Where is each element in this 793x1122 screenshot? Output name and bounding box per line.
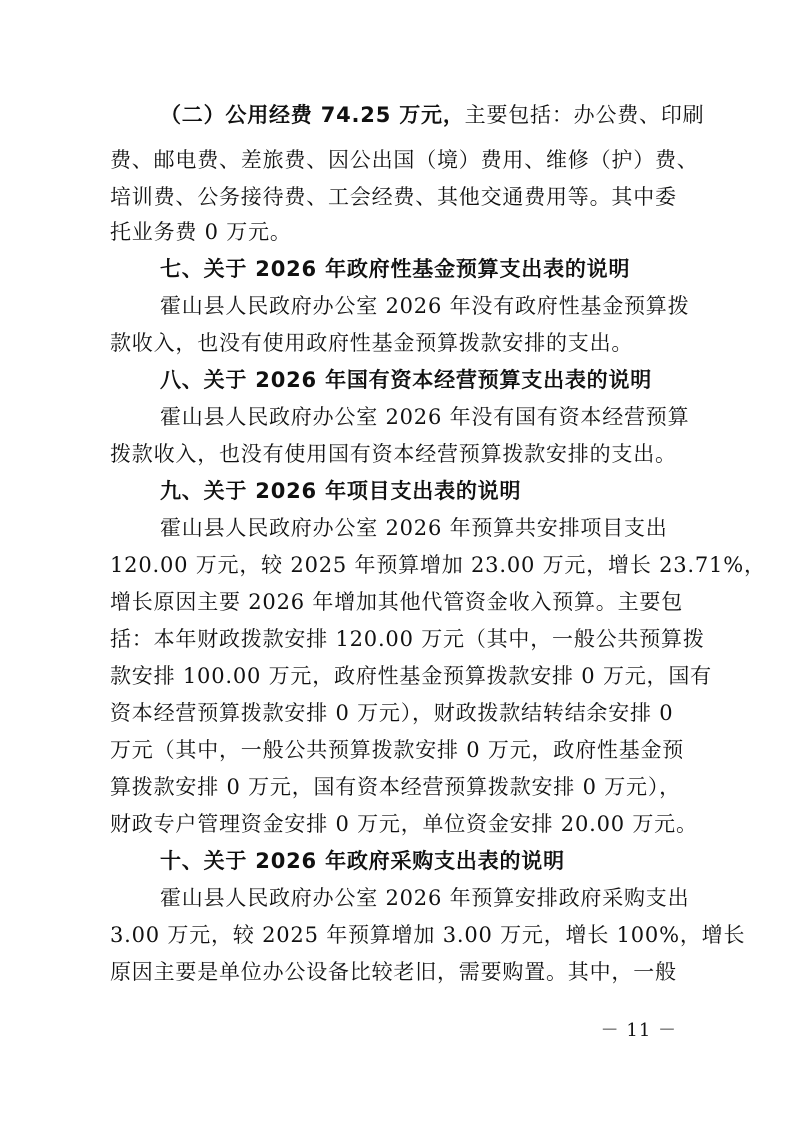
- paragraph-line: [0, 100, 793, 130]
- paragraph-line: 财政专户管理资金安排 0 万元，单位资金安排 20.00 万元。: [110, 812, 698, 836]
- paragraph-line: 3.00 万元，较 2025 年预算增加 3.00 万元，增长 100%，增长: [110, 923, 746, 947]
- paragraph-line: 拨款收入，也没有使用国有资本经营预算拨款安排的支出。: [110, 442, 677, 466]
- paragraph-text: 主要包括：办公费、印刷: [464, 103, 705, 127]
- paragraph-line: 括：本年财政拨款安排 120.00 万元（其中，一般公共预算拨: [110, 627, 705, 651]
- paragraph-line: 增长原因主要 2026 年增加其他代管资金收入预算。主要包: [110, 590, 683, 614]
- paragraph-line: 霍山县人民政府办公室 2026 年预算安排政府采购支出: [160, 886, 690, 910]
- section-heading: 十、关于 2026 年政府采购支出表的说明: [160, 849, 565, 873]
- paragraph-line: 原因主要是单位办公设备比较老旧，需要购置。其中，一般: [110, 960, 677, 984]
- section-heading: 七、关于 2026 年政府性基金预算支出表的说明: [160, 257, 631, 281]
- paragraph-line: 款安排 100.00 万元，政府性基金预算拨款安排 0 万元，国有: [110, 664, 712, 688]
- page-number: － 11 －: [600, 1020, 677, 1041]
- paragraph-line: 算拨款安排 0 万元，国有资本经营预算拨款安排 0 万元），: [110, 775, 681, 799]
- paragraph-line: 培训费、公务接待费、工会经费、其他交通费用等。其中委: [110, 185, 677, 209]
- paragraph-line: 资本经营预算拨款安排 0 万元），财政拨款结转结余安排 0: [110, 701, 674, 725]
- paragraph-line: 万元（其中，一般公共预算拨款安排 0 万元，政府性基金预: [110, 738, 685, 762]
- paragraph-line: 120.00 万元，较 2025 年预算增加 23.00 万元，增长 23.71%，: [110, 553, 766, 577]
- paragraph-line: 霍山县人民政府办公室 2026 年没有国有资本经营预算: [160, 405, 690, 429]
- section-heading: 八、关于 2026 年国有资本经营预算支出表的说明: [160, 368, 653, 392]
- paragraph-line: 霍山县人民政府办公室 2026 年没有政府性基金预算拨: [160, 294, 690, 318]
- paragraph-line: 费、邮电费、差旅费、因公出国（境）费用、维修（护）费、: [110, 148, 699, 172]
- section-heading: 九、关于 2026 年项目支出表的说明: [160, 479, 522, 503]
- paragraph-line: 托业务费 0 万元。: [110, 220, 292, 244]
- paragraph-line: 款收入，也没有使用政府性基金预算拨款安排的支出。: [110, 331, 634, 355]
- paragraph-lead: （二）公用经费 74.25 万元，: [160, 103, 465, 127]
- paragraph-line: 霍山县人民政府办公室 2026 年预算共安排项目支出: [160, 516, 668, 540]
